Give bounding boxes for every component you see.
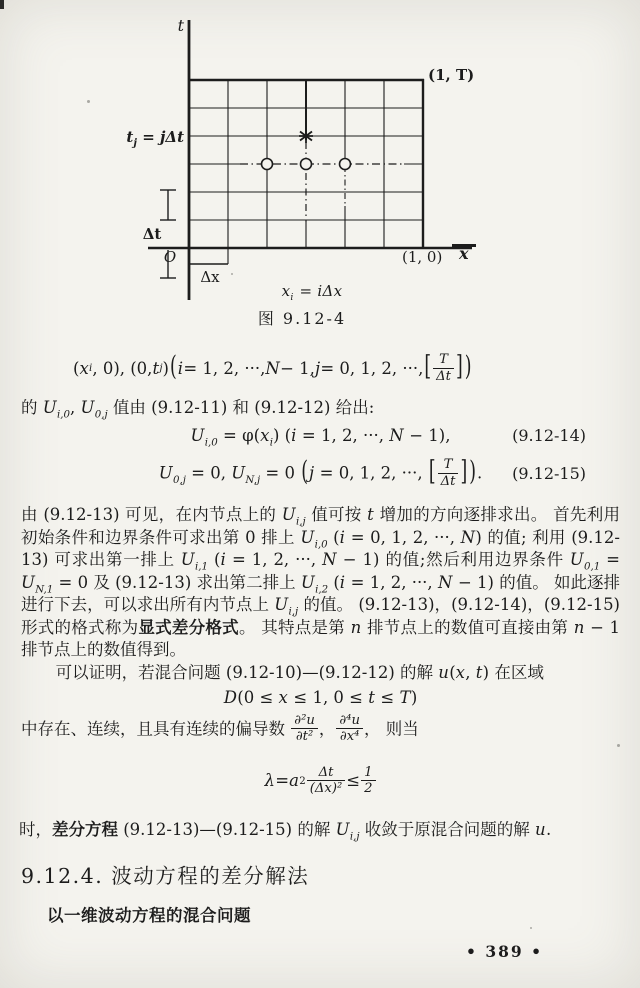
star-marker	[299, 129, 313, 143]
page-body	[21, 348, 620, 927]
equation-initial: $U_{i,0} = \varphi(x_i) (i = 1$, 2, ···, N − 1),	[190, 425, 451, 448]
scan-speckle	[530, 927, 532, 929]
corner-label-10: (1, 0)	[402, 248, 443, 266]
paragraph-solution-converges: 时，差分方程 (9.12-13)—(9.12-15) 的解 $U_{i,j}$ 收敛于原混合问题的解 u.	[19, 819, 552, 842]
origin-label: O	[163, 248, 177, 266]
equation-domain: D(0 ≤ x ≤ 1, 0 ≤ t ≤ T)	[223, 688, 418, 707]
x-axis-label: x	[459, 244, 469, 263]
equation-tag-9-12-15: (9.12-15)	[512, 463, 586, 483]
t-axis-label: t	[177, 16, 184, 35]
tj-row-label: $t_j = j\Delta t$	[126, 128, 184, 149]
figure-9-12-4	[0, 0, 640, 340]
sub-heading: 以一维波动方程的混合问题	[47, 905, 251, 925]
corner-label-1T: (1, T)	[428, 66, 475, 84]
circle-marker	[262, 159, 273, 170]
equation-tag-9-12-14: (9.12-14)	[512, 425, 586, 445]
equation-row-initial	[21, 425, 620, 448]
circle-marker	[301, 159, 312, 170]
equation-row-boundary	[21, 453, 620, 495]
paragraph-values-given: 的 $U_{i,0}$, $U_{0,j}$ 值由 (9.12-11) 和 (9.12-12) 给出:	[21, 398, 375, 421]
paragraph-derivative-condition: 中存在、连续，且具有连续的偏导数 $\frac{\text{∂²u}}{\text{∂t²}}$ ， $\frac{\text{∂⁴u}}{\text{∂x⁴}}$ ， 则当	[21, 712, 419, 745]
dt-label: Δt	[142, 225, 162, 243]
equation-boundary: $U_{0,j} = 0$, $U_{N,j} = 0$ (j = 0, 1, 2, ···, [ $\frac{T}{\Delta t}$ ] ).	[158, 456, 483, 489]
paragraph-scheme-explanation: 由 (9.12-13) 可见，在内节点上的 $U_{i,j}$ 值可按 t 增加的方向逐排求出。 首先利用初始条件和边界条件可求出第 0 排上 $U_{i,0}$ (i = 0, 1, 2, ···, N) 的值; 利用 (9.12-13) 可求出第一排上 $U_{i,1}$ (i = 1, 2, ···, N − 1) 的值;然后利用边界条件 $U_{0,1} = U_{N,1} = 0$ 及 (9.12-13) 求出第二排上 $U_{i,2}$ (i = 1, 2, ···, N − 1) 的值。 如此逐排进行下去，可以求出所有内节点上 $U_{i,j}$ 的值。 (9.12-13)，(9.12-14)，(9.12-15) 形式的格式称为显式差分格式。 其特点是第 n 排节点上的数值可直接由第 n − 1 排节点上的数值得到。	[21, 505, 621, 659]
paragraph-convergence-theorem: 可以证明，若混合问题 (9.12-10)—(9.12-12) 的解 u(x, t) 在区域	[55, 662, 544, 682]
figure-caption: 图 9.12-4	[257, 309, 347, 328]
section-heading: 9.12.4. 波动方程的差分解法	[21, 864, 310, 889]
equation-lambda-condition: λ = a 2 $\frac{\Delta t}{\text{(Δx)²}}$ ≤ $\frac{1}{2}$	[21, 759, 620, 805]
dx-label: Δx	[200, 268, 220, 286]
page-number: • 389 •	[466, 942, 543, 961]
equation-grid-points: ( x i , 0), (0, t j ) ( i = 1, 2, ···, N − 1, j = 0, 1, 2, ···, [ $\frac{T}{\Delta t}$ ] )	[73, 351, 472, 384]
circle-marker	[340, 159, 351, 170]
grid-formula-caption: $x_i = i\Delta x$	[281, 282, 343, 303]
